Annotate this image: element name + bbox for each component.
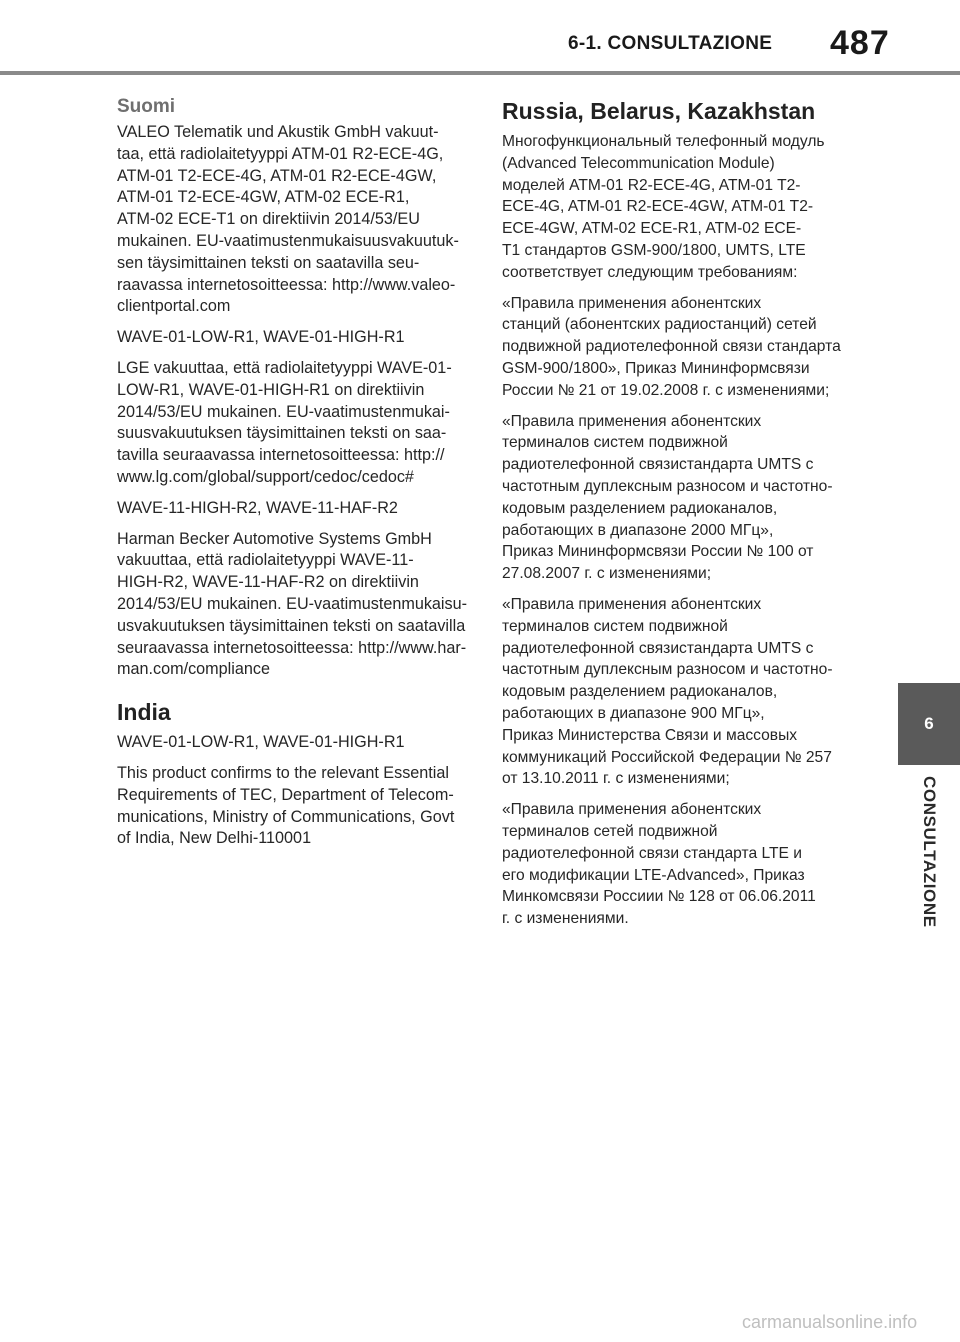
paragraph: «Правила применения абонентских терминалов систем подвижной радиотелефонной связистандарта UMTS с частотным дуплексным разносом и частотно- кодовым разделением радиоканалов, работающих в диапазоне 900 МГц», Приказ Министерства Связи и массовых коммуникаций Российской Федерации № 257 от 13.10.2011 г. с изменениями; <box>502 595 833 788</box>
paragraph: WAVE-01-LOW-R1, WAVE-01-HIGH-R1 <box>117 733 405 752</box>
paragraph: «Правила применения абонентских станций (абонентских радиостанций) сетей подвижной радиотелефонной связи стандарта GSM-900/1800», Приказ Мининформсвязи России № 21 от 19.02.2008 г. с изменениями; <box>502 294 841 399</box>
watermark: carmanualsonline.info <box>742 1312 918 1332</box>
heading-russia-belarus-kazakhstan: Russia, Belarus, Kazakhstan <box>502 98 816 124</box>
paragraph: VALEO Telematik und Akustik GmbH vakuut- taa, että radiolaitetyyppi ATM-01 R2-ECE-4G, ATM-01 T2-ECE-4G, ATM-01 R2-ECE-4GW, ATM-01 T2-ECE-4GW, ATM-02 ECE-R1, ATM-02 ECE-T1 on direktiivin 2014/53/EU mukainen. EU-vaatimustenmukaisuusvakuutuk- sen täysimittainen teksti on saatavilla seu- raavassa internetosoitteessa: http://www.valeo- clientportal.com <box>117 123 459 316</box>
heading-india: India <box>117 699 171 726</box>
chapter-number: 6 <box>924 714 934 733</box>
header-divider <box>0 71 960 75</box>
chapter-tab <box>898 683 960 765</box>
chapter-label: CONSULTAZIONE <box>920 776 939 928</box>
paragraph: WAVE-11-HIGH-R2, WAVE-11-HAF-R2 <box>117 498 398 517</box>
paragraph: Многофункциональный телефонный модуль (Advanced Telecommunication Module) моделей ATM-01 R2-ECE-4G, ATM-01 T2- ECE-4G, ATM-01 R2-ECE-4GW, ATM-01 T2- ECE-4GW, ATM-02 ECE-R1, ATM-02 ECE- T1 стандартов GSM-900/1800, UMTS, LTE соответствует следующим требованиям: <box>502 133 825 281</box>
paragraph: Harman Becker Automotive Systems GmbH vakuuttaa, että radiolaitetyyppi WAVE-11- HIGH-R2, WAVE-11-HAF-R2 on direktiivin 2014/53/EU mukainen. EU-vaatimustenmukaisu- usvakuutuksen täysimittainen teksti on saatavilla seuraavassa internetosoitteessa: http://www.har- man.com/compliance <box>117 529 467 679</box>
page-number: 487 <box>830 24 890 62</box>
left-column <box>117 92 469 859</box>
paragraph: «Правила применения абонентских терминалов систем подвижной радиотелефонной связистандарта UMTS с частотным дуплексным разносом и частотно- кодовым разделением радиоканалов, работающих в диапазоне 2000 МГц», Приказ Мининформсвязи России № 100 от 27.08.2007 г. с изменениями; <box>502 412 833 583</box>
heading-suomi: Suomi <box>117 96 176 117</box>
paragraph: WAVE-01-LOW-R1, WAVE-01-HIGH-R1 <box>117 328 405 347</box>
paragraph: This product confirms to the relevant Essential Requirements of TEC, Department of Telecom- munications, Ministry of Communications, Govt of India, New Delhi-110001 <box>117 763 455 848</box>
paragraph: LGE vakuuttaa, että radiolaitetyyppi WAVE-01- LOW-R1, WAVE-01-HIGH-R1 on direktiivin 2014/53/EU mukainen. EU-vaatimustenmukai- suusvakuutuksen täysimittainen teksti on saa- tavilla seuraavassa internetosoitteessa: http:// www.lg.com/global/support/cedoc/cedoc# <box>117 358 452 486</box>
section-title: 6-1. CONSULTAZIONE <box>568 33 773 54</box>
paragraph: «Правила применения абонентских терминалов сетей подвижной радиотелефонной связи стандарта LTE и его модификации LTE-Advanced», Приказ Минкомсвязи Россиии № 128 от 06.06.2011 г. с изменениями. <box>502 801 816 928</box>
right-column <box>502 92 862 939</box>
